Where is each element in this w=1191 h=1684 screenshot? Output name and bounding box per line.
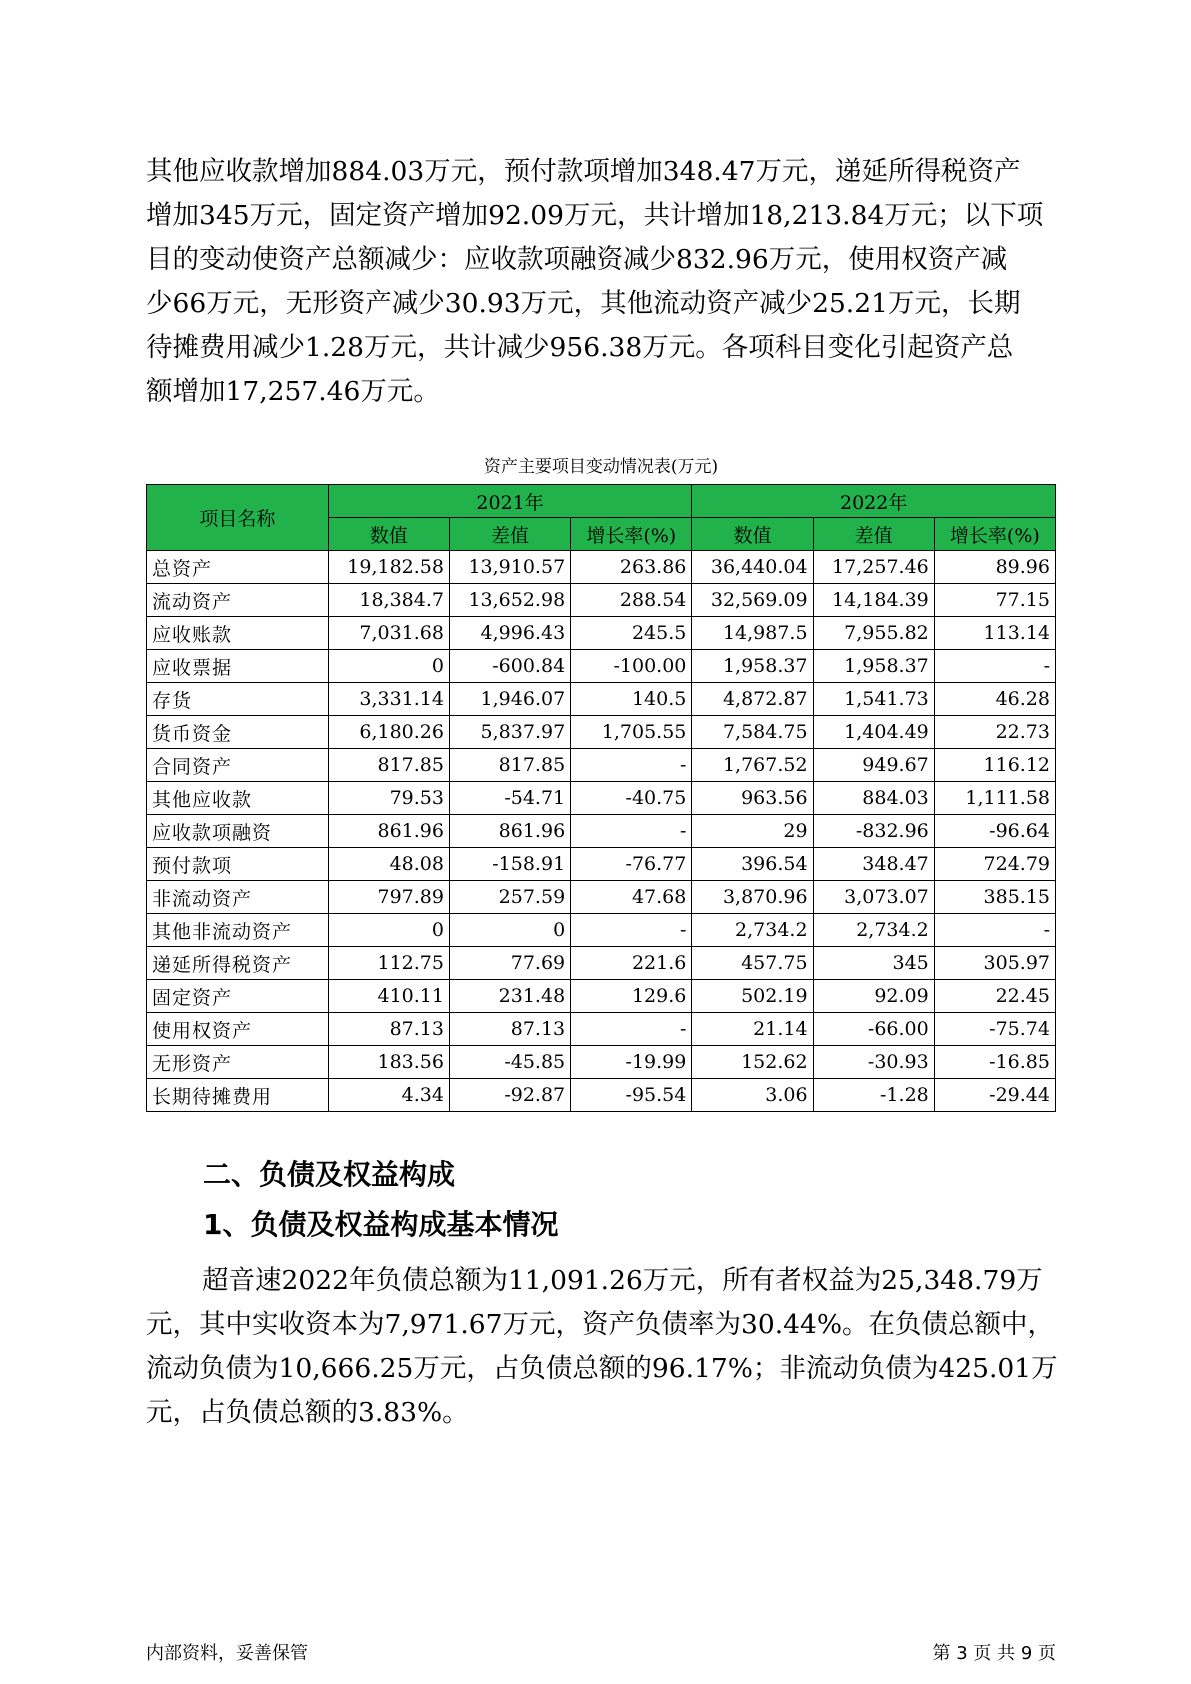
footer-confidential-note: 内部资料，妥善保管	[146, 1643, 308, 1664]
row-label-cell: 无形资产	[147, 1046, 329, 1079]
value-cell: 87.13	[449, 1013, 570, 1046]
header-difference: 差值	[813, 518, 934, 551]
value-cell: -76.77	[571, 848, 692, 881]
header-year-2021: 2021年	[328, 485, 692, 518]
value-cell: -66.00	[813, 1013, 934, 1046]
body-paragraph-liabilities	[146, 1259, 1056, 1435]
value-cell: 963.56	[692, 782, 813, 815]
value-cell: 385.15	[934, 881, 1055, 914]
paragraph-line: 流动负债为10,666.25万元，占负债总额的96.17%；非流动负债为425.01万	[146, 1353, 1058, 1384]
table-row	[147, 584, 1056, 617]
value-cell: -	[571, 914, 692, 947]
value-cell: 797.89	[328, 881, 449, 914]
value-cell: 1,958.37	[692, 650, 813, 683]
value-cell: 6,180.26	[328, 716, 449, 749]
paragraph-line: 增加345万元，固定资产增加92.09万元，共计增加18,213.84万元；以下项	[146, 200, 1044, 231]
value-cell: 257.59	[449, 881, 570, 914]
row-label-cell: 流动资产	[147, 584, 329, 617]
paragraph-line: 少66万元，无形资产减少30.93万元，其他流动资产减少25.21万元，长期	[146, 288, 1021, 319]
value-cell: -832.96	[813, 815, 934, 848]
value-cell: 3,331.14	[328, 683, 449, 716]
value-cell: -600.84	[449, 650, 570, 683]
paragraph-line: 元，占负债总额的3.83%。	[146, 1397, 469, 1428]
value-cell: 47.68	[571, 881, 692, 914]
table-row	[147, 980, 1056, 1013]
value-cell: 0	[328, 914, 449, 947]
value-cell: 305.97	[934, 947, 1055, 980]
row-label-cell: 固定资产	[147, 980, 329, 1013]
value-cell: 5,837.97	[449, 716, 570, 749]
paragraph-line: 额增加17,257.46万元。	[146, 376, 440, 407]
value-cell: 89.96	[934, 551, 1055, 584]
value-cell: -19.99	[571, 1046, 692, 1079]
value-cell: -1.28	[813, 1079, 934, 1112]
value-cell: -158.91	[449, 848, 570, 881]
paragraph-line: 元，其中实收资本为7,971.67万元，资产负债率为30.44%。在负债总额中，	[146, 1309, 1055, 1340]
section-heading: 二、负债及权益构成	[203, 1158, 456, 1191]
value-cell: 1,946.07	[449, 683, 570, 716]
value-cell: -30.93	[813, 1046, 934, 1079]
value-cell: -16.85	[934, 1046, 1055, 1079]
value-cell: 3.06	[692, 1079, 813, 1112]
value-cell: 949.67	[813, 749, 934, 782]
header-difference: 差值	[449, 518, 570, 551]
table-row	[147, 1079, 1056, 1112]
value-cell: -95.54	[571, 1079, 692, 1112]
table-row	[147, 914, 1056, 947]
row-label-cell: 合同资产	[147, 749, 329, 782]
value-cell: 396.54	[692, 848, 813, 881]
value-cell: 13,652.98	[449, 584, 570, 617]
header-growth-rate: 增长率(%)	[934, 518, 1055, 551]
value-cell: 410.11	[328, 980, 449, 1013]
value-cell: 22.73	[934, 716, 1055, 749]
value-cell: 0	[449, 914, 570, 947]
value-cell: 129.6	[571, 980, 692, 1013]
value-cell: -	[571, 815, 692, 848]
value-cell: 7,955.82	[813, 617, 934, 650]
row-label-cell: 使用权资产	[147, 1013, 329, 1046]
value-cell: 231.48	[449, 980, 570, 1013]
table-row	[147, 716, 1056, 749]
value-cell: 1,541.73	[813, 683, 934, 716]
value-cell: 7,584.75	[692, 716, 813, 749]
table-caption: 资产主要项目变动情况表(万元)	[483, 457, 719, 477]
header-item-name: 项目名称	[147, 485, 329, 551]
table-row	[147, 749, 1056, 782]
value-cell: 1,767.52	[692, 749, 813, 782]
value-cell: 77.69	[449, 947, 570, 980]
value-cell: 1,111.58	[934, 782, 1055, 815]
table-row	[147, 848, 1056, 881]
row-label-cell: 其他非流动资产	[147, 914, 329, 947]
row-label-cell: 递延所得税资产	[147, 947, 329, 980]
footer-page-number: 第 3 页 共 9 页	[932, 1643, 1056, 1664]
value-cell: 183.56	[328, 1046, 449, 1079]
row-label-cell: 总资产	[147, 551, 329, 584]
value-cell: 87.13	[328, 1013, 449, 1046]
value-cell: 3,073.07	[813, 881, 934, 914]
value-cell: 221.6	[571, 947, 692, 980]
value-cell: 48.08	[328, 848, 449, 881]
value-cell: 4,872.87	[692, 683, 813, 716]
value-cell: 288.54	[571, 584, 692, 617]
value-cell: -45.85	[449, 1046, 570, 1079]
header-value: 数值	[328, 518, 449, 551]
value-cell: 884.03	[813, 782, 934, 815]
value-cell: 457.75	[692, 947, 813, 980]
table-row	[147, 1013, 1056, 1046]
value-cell: 263.86	[571, 551, 692, 584]
value-cell: 79.53	[328, 782, 449, 815]
row-label-cell: 长期待摊费用	[147, 1079, 329, 1112]
value-cell: 92.09	[813, 980, 934, 1013]
value-cell: 348.47	[813, 848, 934, 881]
value-cell: -92.87	[449, 1079, 570, 1112]
table-row	[147, 683, 1056, 716]
table-row	[147, 782, 1056, 815]
value-cell: 1,705.55	[571, 716, 692, 749]
value-cell: -	[571, 749, 692, 782]
value-cell: -54.71	[449, 782, 570, 815]
value-cell: -100.00	[571, 650, 692, 683]
value-cell: 21.14	[692, 1013, 813, 1046]
value-cell: 4.34	[328, 1079, 449, 1112]
value-cell: 3,870.96	[692, 881, 813, 914]
value-cell: 77.15	[934, 584, 1055, 617]
body-paragraph-assets	[146, 150, 1056, 414]
value-cell: -	[934, 650, 1055, 683]
table-body	[147, 551, 1056, 1112]
row-label-cell: 货币资金	[147, 716, 329, 749]
header-growth-rate: 增长率(%)	[571, 518, 692, 551]
row-label-cell: 预付款项	[147, 848, 329, 881]
value-cell: 2,734.2	[813, 914, 934, 947]
value-cell: 113.14	[934, 617, 1055, 650]
value-cell: -29.44	[934, 1079, 1055, 1112]
paragraph-line: 目的变动使资产总额减少：应收款项融资减少832.96万元，使用权资产减	[146, 244, 1008, 275]
value-cell: 116.12	[934, 749, 1055, 782]
value-cell: 817.85	[328, 749, 449, 782]
value-cell: 18,384.7	[328, 584, 449, 617]
paragraph-line: 其他应收款增加884.03万元，预付款项增加348.47万元，递延所得税资产	[146, 156, 1021, 187]
row-label-cell: 应收账款	[147, 617, 329, 650]
row-label-cell: 非流动资产	[147, 881, 329, 914]
value-cell: 817.85	[449, 749, 570, 782]
value-cell: 502.19	[692, 980, 813, 1013]
header-year-2022: 2022年	[692, 485, 1056, 518]
value-cell: 32,569.09	[692, 584, 813, 617]
value-cell: 861.96	[328, 815, 449, 848]
value-cell: 46.28	[934, 683, 1055, 716]
table-row	[147, 815, 1056, 848]
value-cell: 17,257.46	[813, 551, 934, 584]
table-row	[147, 881, 1056, 914]
value-cell: 2,734.2	[692, 914, 813, 947]
value-cell: 14,987.5	[692, 617, 813, 650]
table-row	[147, 617, 1056, 650]
value-cell: 140.5	[571, 683, 692, 716]
value-cell: 1,958.37	[813, 650, 934, 683]
table-row	[147, 947, 1056, 980]
subsection-heading: 1、负债及权益构成基本情况	[203, 1208, 559, 1241]
value-cell: 1,404.49	[813, 716, 934, 749]
value-cell: 112.75	[328, 947, 449, 980]
value-cell: 29	[692, 815, 813, 848]
value-cell: 152.62	[692, 1046, 813, 1079]
row-label-cell: 其他应收款	[147, 782, 329, 815]
table-row	[147, 551, 1056, 584]
value-cell: 345	[813, 947, 934, 980]
value-cell: -40.75	[571, 782, 692, 815]
value-cell: 22.45	[934, 980, 1055, 1013]
value-cell: 0	[328, 650, 449, 683]
value-cell: 7,031.68	[328, 617, 449, 650]
row-label-cell: 存货	[147, 683, 329, 716]
table-row	[147, 650, 1056, 683]
value-cell: -	[934, 914, 1055, 947]
row-label-cell: 应收款项融资	[147, 815, 329, 848]
value-cell: 36,440.04	[692, 551, 813, 584]
value-cell: 13,910.57	[449, 551, 570, 584]
value-cell: 19,182.58	[328, 551, 449, 584]
value-cell: -75.74	[934, 1013, 1055, 1046]
asset-change-table	[146, 484, 1056, 1112]
paragraph-line: 待摊费用减少1.28万元，共计减少956.38万元。各项科目变化引起资产总	[146, 332, 1014, 363]
header-value: 数值	[692, 518, 813, 551]
value-cell: 4,996.43	[449, 617, 570, 650]
value-cell: 245.5	[571, 617, 692, 650]
value-cell: 14,184.39	[813, 584, 934, 617]
row-label-cell: 应收票据	[147, 650, 329, 683]
value-cell: -	[571, 1013, 692, 1046]
value-cell: -96.64	[934, 815, 1055, 848]
table-row	[147, 1046, 1056, 1079]
value-cell: 861.96	[449, 815, 570, 848]
value-cell: 724.79	[934, 848, 1055, 881]
paragraph-line: 超音速2022年负债总额为11,091.26万元，所有者权益为25,348.79万	[202, 1265, 1043, 1296]
